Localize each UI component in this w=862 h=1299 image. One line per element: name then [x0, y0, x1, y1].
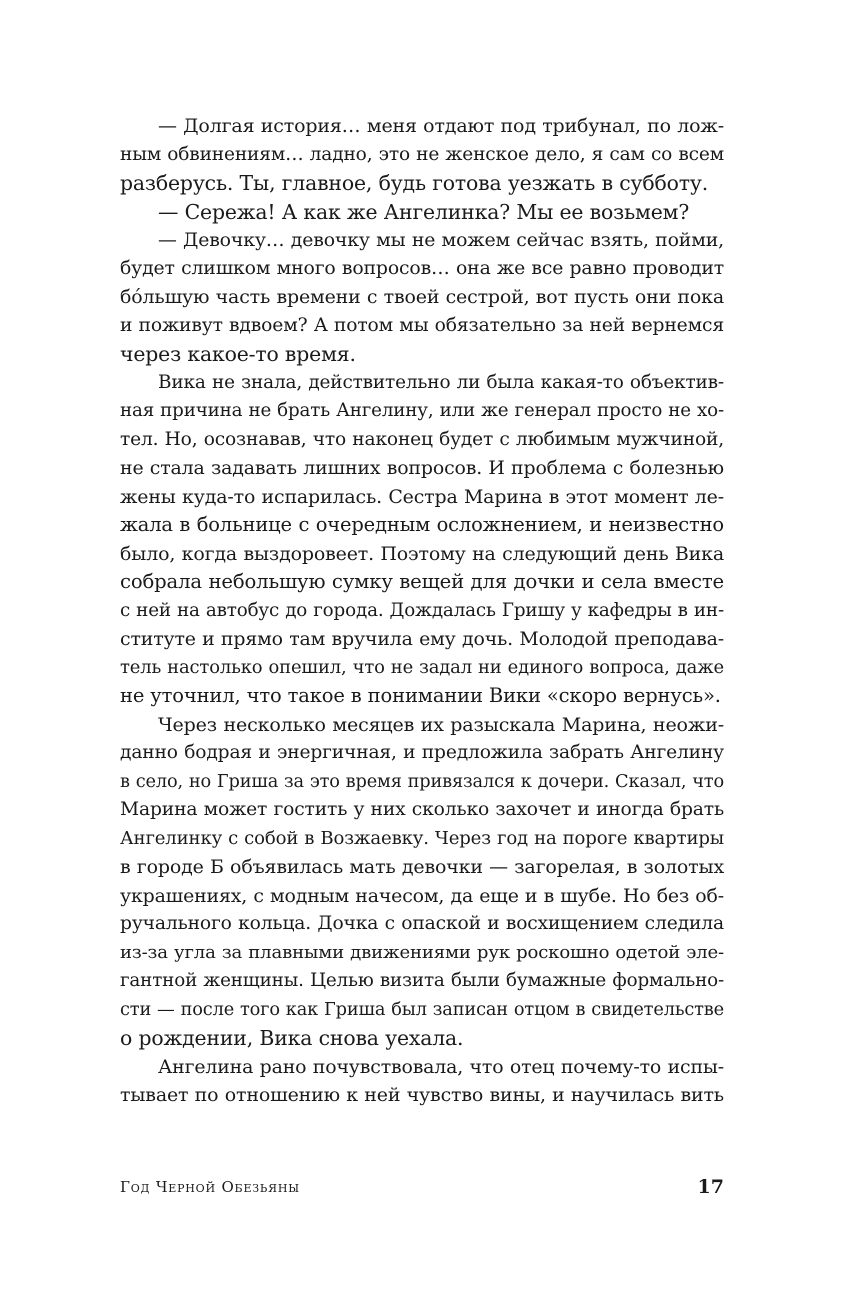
running-title: Год Черной Обезьяны [120, 1178, 300, 1196]
text-line: Через несколько месяцев их разыскала Марина, неожи- [158, 713, 724, 736]
text-line: с ней на автобус до города. Дождалась Гришу у кафедры в ин- [120, 599, 724, 621]
text-line: Марина может гостить у них сколько захочет и иногда брать [120, 799, 724, 820]
text-line: через какое-то время. [120, 342, 356, 366]
text-line: — Долгая история… меня отдают под трибунал, по лож- [158, 115, 724, 137]
page-body [120, 112, 724, 1110]
page-number: 17 [697, 1176, 724, 1198]
text-line: жала в больнице с очередным осложнением, и неизвестно [120, 513, 724, 536]
text-line: Ангелинку с собой в Возжаевку. Через год на пороге квартиры [120, 827, 724, 849]
text-line: в городе Б объявилась мать девочки — загорелая, в золотых [120, 856, 724, 878]
text-line: — Сережа! А как же Ангелинка? Мы ее возьмем? [158, 199, 690, 224]
text-line: жены куда-то испарилась. Сестра Марина в этот момент ле- [120, 485, 724, 508]
text-line: Вика не знала, действительно ли была какая-то объектив- [158, 371, 724, 393]
text-line: — Девочку… девочку мы не можем сейчас взять, пойми, [158, 229, 724, 251]
text-line: гантной женщины. Целью визита были бумажные формально- [120, 970, 724, 991]
page-footer [120, 1178, 724, 1208]
text-line: тел. Но, осознавав, что наконец будет с любимым мужчиной, [120, 428, 724, 450]
text-line: тывает по отношению к ней чувство вины, и научилась вить [120, 1084, 724, 1106]
text-line: ным обвинениям… ладно, это не женское дело, я сам со всем [120, 143, 724, 165]
text-line: данно бодрая и энергичная, и предложила забрать Ангелину [120, 742, 724, 763]
text-line: Ангелина рано почувствовала, что отец почему-то испы- [158, 1055, 724, 1078]
text-line: будет слишком много вопросов… она же все равно проводит [120, 257, 724, 279]
text-line: собрала небольшую сумку вещей для дочки и села вместе [120, 570, 724, 593]
text-line: ституте и прямо там вручила ему дочь. Молодой преподава- [120, 628, 724, 650]
text-line: было, когда выздоровеет. Поэтому на следующий день Вика [120, 542, 724, 565]
text-line: не уточнил, что такое в понимании Вики «скоро вернусь». [120, 684, 721, 707]
text-line: о рождении, Вика снова уехала. [120, 1026, 464, 1050]
text-line: бóльшую часть времени с твоей сестрой, вот пусть они пока [120, 286, 724, 308]
text-line: в село, но Гриша за это время привязался к дочери. Сказал, что [120, 771, 724, 792]
text-line: ручального кольца. Дочка с опаской и восхищением следила [120, 913, 724, 934]
text-line: сти — после того как Гриша был записан отцом в свидетельстве [120, 999, 724, 1020]
text-line: и поживут вдвоем? А потом мы обязательно за ней вернемся [120, 314, 724, 336]
text-line: тель настолько опешил, что не задал ни единого вопроса, даже [120, 656, 724, 678]
text-line: ная причина не брать Ангелину, или же генерал просто не хо- [120, 400, 724, 421]
text-line: украшениях, с модным начесом, да еще и в шубе. Но без об- [120, 884, 724, 907]
text-line: разберусь. Ты, главное, будь готова уезжать в субботу. [120, 171, 709, 195]
text-line: не стала задавать лишних вопросов. И проблема с болезнью [120, 457, 724, 479]
text-line: из-за угла за плавными движениями рук роскошно одетой эле- [120, 941, 724, 963]
